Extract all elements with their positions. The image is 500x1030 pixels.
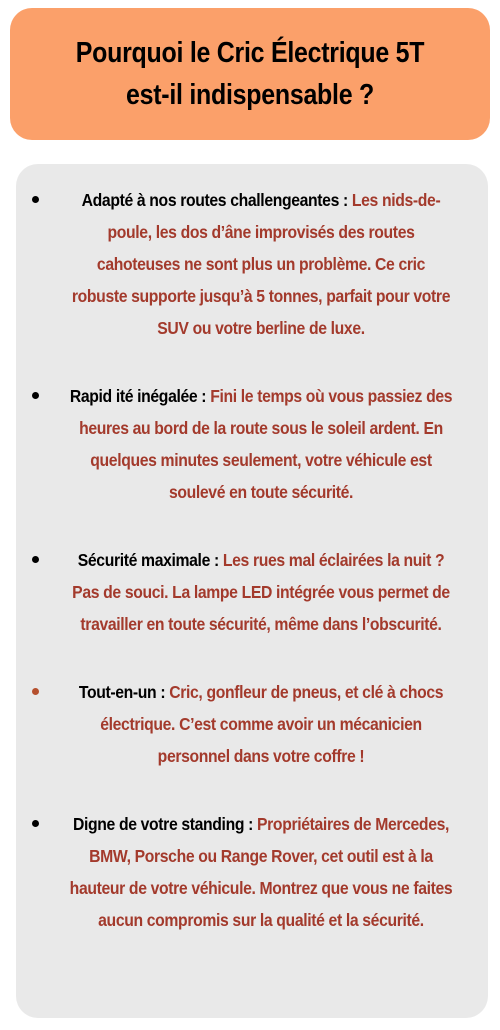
benefit-label: Sécurité maximale : [77, 550, 223, 570]
benefit-text: Propriétaires de Mercedes, BMW, Porsche ou Range Rover, cet outil est à la hauteur de votre véhicule. Montrez que vous ne faites aucun compromis sur la qualité et la sécurité. [69, 814, 453, 930]
benefits-list [30, 184, 474, 936]
benefit-item-safety [30, 544, 474, 640]
benefits-panel [16, 164, 488, 1018]
bullet-icon [32, 392, 39, 399]
bullet-icon [32, 820, 39, 827]
benefit-label: Adapté à nos routes challengeantes : [81, 190, 352, 210]
benefit-label: Digne de votre standing : [72, 814, 258, 834]
benefit-text: Les nids-de-poule, les dos d’âne improvisés des routes cahoteuses ne sont plus un problème. Ce cric robuste supporte jusqu’à 5 tonnes, parfait pour votre SUV ou votre berline de luxe. [71, 190, 451, 338]
bullet-icon [32, 688, 39, 695]
bullet-icon [32, 196, 39, 203]
benefit-text: Fini le temps où vous passiez des heures au bord de la route sous le soleil ardent. En quelques minutes seulement, votre véhicule est soulevé en toute sécurité. [79, 386, 453, 502]
benefit-text: Les rues mal éclairées la nuit ? Pas de souci. La lampe LED intégrée vous permet de travailler en toute sécurité, même dans l’obscurité. [72, 550, 450, 634]
benefit-item-standing [30, 808, 474, 936]
benefit-text: Cric, gonfleur de pneus, et clé à chocs électrique. C’est comme avoir un mécanicien personnel dans votre coffre ! [100, 682, 444, 766]
benefit-label: Rapid ité inégalée : [69, 386, 211, 406]
benefit-item-adapted-roads [30, 184, 474, 344]
benefit-item-all-in-one [30, 676, 474, 772]
benefit-item-speed [30, 380, 474, 508]
title-banner [10, 8, 490, 140]
benefit-label: Tout-en-un : [78, 682, 170, 702]
bullet-icon [32, 556, 39, 563]
page-title: Pourquoi le Cric Électrique 5T est-il indispensable ? [75, 37, 425, 111]
